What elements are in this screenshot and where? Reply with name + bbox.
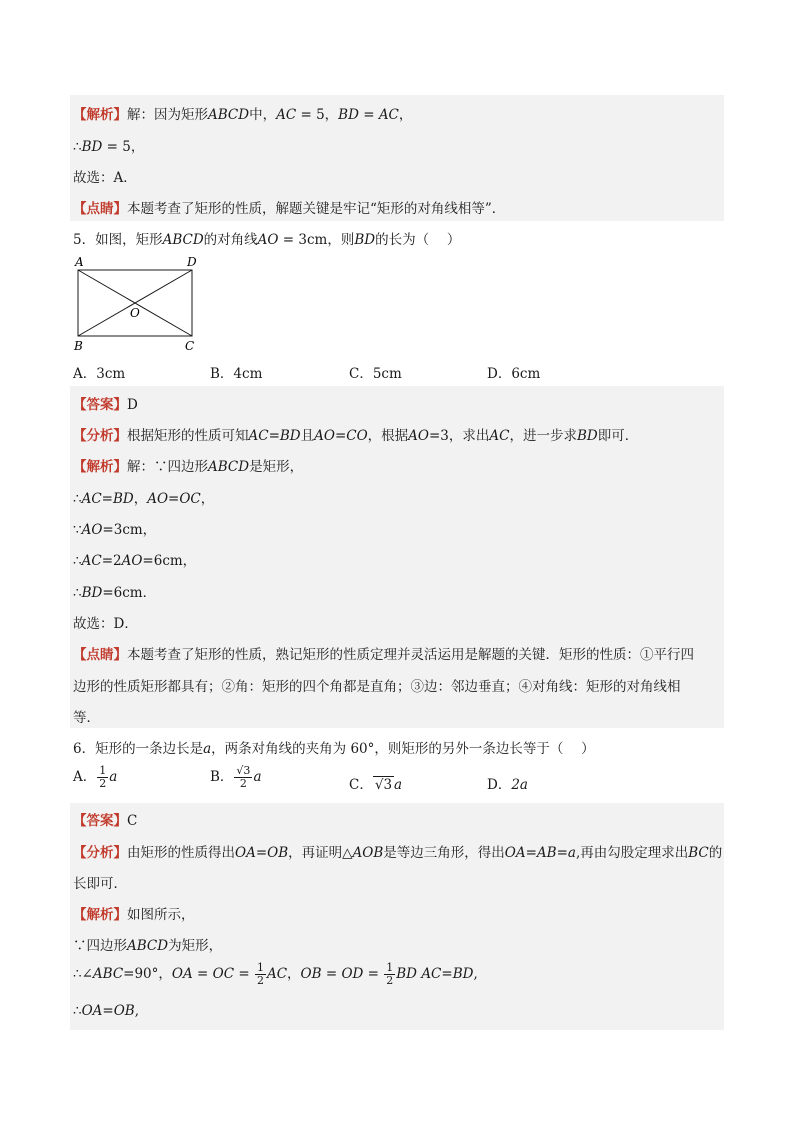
jiexi-tag: 【解析】 <box>73 107 127 123</box>
math: a <box>203 741 212 757</box>
text: 如图所示， <box>127 907 195 923</box>
q5-analysis <box>73 424 638 444</box>
text: ， <box>133 491 148 507</box>
math: AO <box>121 553 143 569</box>
text: 的对角线 <box>203 232 258 248</box>
math: OB <box>300 966 322 982</box>
math: AC <box>276 107 297 123</box>
text: ，再证明△ <box>288 845 353 861</box>
q5-option-d: D．6cm <box>487 366 541 382</box>
q5-step-3 <box>73 549 196 569</box>
q6-step-1 <box>73 934 222 954</box>
option-label: D． <box>487 777 512 793</box>
q5-step-4 <box>73 581 156 601</box>
answer-tag: 【答案】 <box>73 813 127 829</box>
text: =2 <box>101 553 122 569</box>
text: ， <box>398 107 413 123</box>
text: =90°， <box>123 966 172 982</box>
math: AC <box>81 553 102 569</box>
q6-option-a <box>73 765 117 790</box>
math: BD <box>81 585 103 601</box>
text: ∴ <box>73 1003 82 1019</box>
q6-stem <box>73 737 595 757</box>
numerator: √3 <box>236 764 251 777</box>
text: = <box>358 107 379 123</box>
label-o: O <box>130 306 140 320</box>
text: ,再由勾股定理求出 <box>575 845 689 861</box>
math: a <box>109 769 118 785</box>
q6-option-d <box>487 773 528 793</box>
option-label: B． <box>210 769 234 785</box>
q5-jiexi <box>73 455 303 475</box>
text: 5．如图，矩形 <box>73 232 163 248</box>
math: BD <box>396 966 418 982</box>
text: ∵ <box>73 522 82 538</box>
math: AC=BD <box>81 491 134 507</box>
math: a <box>394 777 403 793</box>
text: = 3cm，则 <box>278 232 355 248</box>
text: ， <box>200 491 215 507</box>
dianjing-tag: 【点睛】 <box>73 647 127 663</box>
text: 的 <box>708 845 723 861</box>
math: OA=OB <box>235 845 289 861</box>
math: ABCD <box>162 232 204 248</box>
denominator: 2 <box>386 974 394 987</box>
option-label: C． <box>349 777 373 793</box>
text: ， <box>287 966 301 982</box>
math: a <box>253 769 262 785</box>
math: 2a <box>511 777 528 793</box>
math: OA=AB=a <box>504 845 576 861</box>
text: =6cm． <box>102 585 157 601</box>
math: AC <box>266 966 288 982</box>
text: ，两条对角线的夹角为 60°，则矩形的另外一条边长等于（ ） <box>211 741 595 757</box>
math: BD <box>81 139 103 155</box>
analysis-tag: 【分析】 <box>73 845 127 861</box>
text: = <box>321 966 342 982</box>
q6-option-b <box>210 765 262 790</box>
answer-value: D <box>127 397 138 413</box>
math: AO <box>81 522 103 538</box>
math: BD <box>577 428 598 444</box>
numerator: 1 <box>256 961 264 974</box>
text: = 5， <box>296 107 339 123</box>
text: 是矩形， <box>249 459 304 475</box>
q5-dianjing-2: 边形的性质矩形都具有；②角：矩形的四个角都是直角；③边：邻边垂直；④对角线：矩形的对角线相 <box>73 679 681 695</box>
q5-stem <box>73 228 460 248</box>
q6-jiexi <box>73 903 195 923</box>
math: AOB <box>352 845 384 861</box>
text: , <box>134 1003 140 1019</box>
math: AO=OC <box>147 491 201 507</box>
label-b: B <box>74 339 83 353</box>
math: ABCD <box>127 938 169 954</box>
text: ∴ <box>73 585 82 601</box>
jiexi-tag: 【解析】 <box>73 459 127 475</box>
fraction <box>384 962 395 987</box>
denominator: 2 <box>256 974 264 987</box>
math: AC <box>489 428 510 444</box>
math: OD <box>341 966 364 982</box>
dianjing-tag: 【点睛】 <box>73 201 127 217</box>
math: AC <box>378 107 399 123</box>
math: AC=BD <box>248 428 301 444</box>
answer-value: C <box>127 813 138 829</box>
math: BD <box>354 232 376 248</box>
fraction <box>255 962 266 987</box>
fraction <box>97 765 108 790</box>
numerator: 1 <box>386 961 394 974</box>
text: ∴ <box>73 553 82 569</box>
math: AC=BD <box>421 966 474 982</box>
text: 解：∵四边形 <box>127 459 208 475</box>
answer-tag: 【答案】 <box>73 397 127 413</box>
prev-step-line <box>73 135 144 155</box>
text: 为矩形， <box>168 938 223 954</box>
text: ∴∠ <box>73 966 93 982</box>
text: 本题考查了矩形的性质，解题关键是牢记“矩形的对角线相等”． <box>127 201 506 217</box>
denominator: 2 <box>239 777 247 790</box>
q6-answer <box>73 809 137 829</box>
text: =6cm， <box>142 553 197 569</box>
q5-answer <box>73 393 138 413</box>
q6-option-c <box>349 773 402 793</box>
q6-step-2 <box>73 962 478 987</box>
q5-option-b: B．4cm <box>210 366 263 382</box>
q5-step-2 <box>73 518 156 538</box>
text: ，进一步求 <box>509 428 577 444</box>
analysis-tag: 【分析】 <box>73 428 127 444</box>
fraction <box>234 765 252 790</box>
q5-choice: 故选：D． <box>73 616 138 632</box>
q6-analysis <box>73 841 722 861</box>
option-label: A． <box>73 769 97 785</box>
prev-jiexi-line <box>73 103 412 123</box>
label-a: A <box>75 255 84 269</box>
text: ∴ <box>73 491 82 507</box>
text: 的长为（ ） <box>375 232 461 248</box>
label-c: C <box>185 339 195 353</box>
text: = <box>234 966 254 982</box>
q5-dianjing-1 <box>73 643 694 663</box>
math: OC <box>212 966 235 982</box>
math: AO <box>408 428 429 444</box>
q6-analysis-2: 长即可． <box>73 876 127 892</box>
math: OA=OB <box>81 1003 135 1019</box>
text: 且 <box>300 428 315 444</box>
text: 根据矩形的性质可知 <box>127 428 249 444</box>
q5-step-1 <box>73 487 214 507</box>
prev-dianjing-line <box>73 197 505 217</box>
jiexi-tag: 【解析】 <box>73 907 127 923</box>
prev-choice-line: 故选：A． <box>73 170 137 186</box>
q5-dianjing-3: 等． <box>73 710 100 726</box>
text: ，根据 <box>367 428 409 444</box>
text: 即可． <box>597 428 639 444</box>
math: ABCD <box>208 459 250 475</box>
math: OA <box>171 966 193 982</box>
text: , <box>473 966 478 982</box>
text: 本题考查了矩形的性质，熟记矩形的性质定理并灵活运用是解题的关键．矩形的性质：①平行四 <box>127 647 694 663</box>
math: BD <box>338 107 359 123</box>
text: = <box>363 966 384 982</box>
text: 是等边三角形，得出 <box>383 845 505 861</box>
math: ABC <box>92 966 124 982</box>
math: BC <box>688 845 709 861</box>
text: ∴ <box>73 139 82 155</box>
sqrt: √3 <box>374 777 393 793</box>
text: 6．矩形的一条边长是 <box>73 741 204 757</box>
q5-option-c: C．5cm <box>349 366 402 382</box>
text: 解：因为矩形 <box>127 107 208 123</box>
math: AO=CO <box>314 428 368 444</box>
text: =3，求出 <box>429 428 490 444</box>
text: = 5， <box>102 139 145 155</box>
text: 中， <box>249 107 277 123</box>
numerator: 1 <box>99 764 107 777</box>
text: ∵四边形 <box>73 938 127 954</box>
text: = <box>192 966 213 982</box>
denominator: 2 <box>99 777 107 790</box>
math: AO <box>257 232 279 248</box>
label-d: D <box>187 255 197 269</box>
text: 由矩形的性质得出 <box>127 845 235 861</box>
rectangle-figure <box>70 253 210 353</box>
q5-option-a: A．3cm <box>73 366 126 382</box>
q6-step-3 <box>73 1003 139 1019</box>
math: ABCD <box>208 107 250 123</box>
text: =3cm， <box>102 522 157 538</box>
